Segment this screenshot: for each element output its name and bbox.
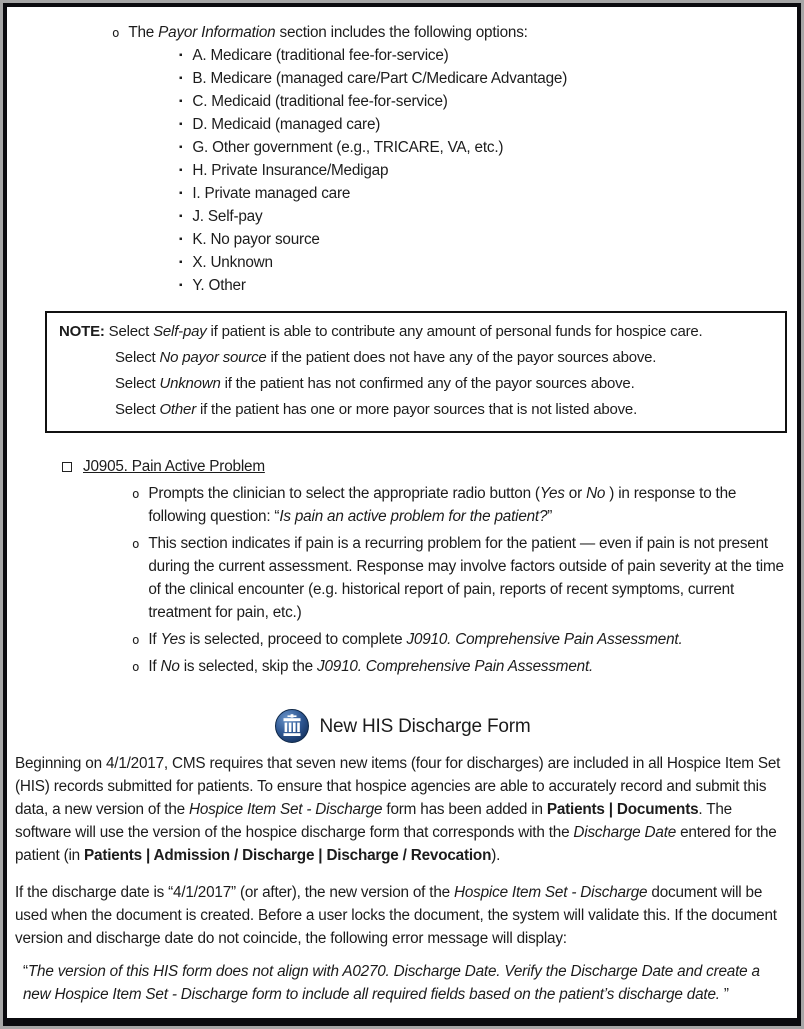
j0905-bullet bbox=[132, 655, 789, 678]
payor-option-label: K. No payor source bbox=[192, 231, 320, 248]
note-line-text: Select Self-pay if patient is able to contribute any amount of personal funds for hospice care. bbox=[108, 323, 703, 340]
bank-building-icon bbox=[274, 708, 310, 744]
circle-bullet-icon: o bbox=[132, 659, 140, 674]
payor-intro-text: The Payor Information section includes the following options: bbox=[128, 24, 528, 41]
payor-intro-bullet bbox=[112, 21, 789, 44]
note-label: NOTE: bbox=[59, 323, 105, 340]
square-bullet-icon: ▪ bbox=[179, 257, 183, 268]
payor-option-item bbox=[179, 44, 789, 67]
payor-option-label: B. Medicare (managed care/Part C/Medicare Advantage) bbox=[192, 70, 568, 87]
square-bullet-icon: ▪ bbox=[179, 50, 183, 61]
payor-option-label: J. Self-pay bbox=[192, 208, 263, 225]
square-bullet-icon: ▪ bbox=[179, 165, 183, 176]
payor-option-item bbox=[179, 182, 789, 205]
square-bullet-icon: ▪ bbox=[179, 119, 183, 130]
j0905-bullet bbox=[132, 482, 789, 528]
document-content bbox=[7, 7, 797, 1006]
square-bullet-icon: ▪ bbox=[179, 188, 183, 199]
j0905-bullet-text: If Yes is selected, proceed to complete J0910. Comprehensive Pain Assessment. bbox=[148, 631, 683, 648]
j0905-bullet-text: This section indicates if pain is a recurring problem for the patient — even if pain is not present during the current assessment. Response may involve factors outside of pain severity at the time of the clinical encounter (e.g. historical report of pain, reports of recent symptoms, current treatment for pain, etc.) bbox=[148, 535, 784, 621]
square-bullet-icon: ▪ bbox=[179, 234, 183, 245]
payor-option-item bbox=[179, 251, 789, 274]
j0905-section bbox=[62, 455, 789, 678]
payor-option-item bbox=[179, 136, 789, 159]
error-message-quote: “The version of this HIS form does not align with A0270. Discharge Date. Verify the Discharge Date and create a new Hospice Item Set - Discharge form to include all required fields based on the patient’s discharge date. ” bbox=[23, 963, 760, 1003]
j0905-heading-row bbox=[62, 455, 789, 478]
payor-option-item bbox=[179, 205, 789, 228]
payor-option-item bbox=[179, 67, 789, 90]
square-bullet-icon: ▪ bbox=[179, 73, 183, 84]
circle-bullet-icon: o bbox=[132, 486, 140, 501]
payor-option-item bbox=[179, 274, 789, 297]
note-box bbox=[45, 311, 787, 433]
j0905-bullet bbox=[132, 628, 789, 651]
discharge-paragraph-2: If the discharge date is “4/1/2017” (or after), the new version of the Hospice Item Set - Discharge document will be used when the document is created. Before a user locks the document, the system will validate this. If the document version and discharge date do not coincide, the following error message will display: bbox=[15, 884, 777, 947]
note-line: Select Unknown if the patient has not confirmed any of the payor sources above. bbox=[115, 375, 635, 392]
payor-option-label: X. Unknown bbox=[192, 254, 273, 271]
square-bullet-icon: ▪ bbox=[179, 96, 183, 107]
square-bullet-icon: ▪ bbox=[179, 280, 183, 291]
j0905-bullet-text: If No is selected, skip the J0910. Comprehensive Pain Assessment. bbox=[148, 658, 594, 675]
checkbox-icon bbox=[62, 462, 72, 472]
j0905-title: J0905. Pain Active Problem bbox=[83, 458, 265, 475]
circle-bullet-icon: o bbox=[112, 25, 120, 40]
payor-option-item bbox=[179, 159, 789, 182]
note-line: Select No payor source if the patient does not have any of the payor sources above. bbox=[115, 349, 657, 366]
payor-option-item bbox=[179, 90, 789, 113]
payor-option-label: Y. Other bbox=[192, 277, 246, 294]
payor-option-item bbox=[179, 113, 789, 136]
payor-option-item bbox=[179, 228, 789, 251]
page-inner-border bbox=[3, 3, 801, 1026]
payor-option-label: D. Medicaid (managed care) bbox=[192, 116, 381, 133]
his-discharge-heading-text: New HIS Discharge Form bbox=[319, 715, 531, 737]
payor-option-label: C. Medicaid (traditional fee-for-service) bbox=[192, 93, 448, 110]
payor-options-list bbox=[179, 44, 789, 297]
payor-option-label: I. Private managed care bbox=[192, 185, 351, 202]
square-bullet-icon: ▪ bbox=[179, 211, 183, 222]
circle-bullet-icon: o bbox=[132, 632, 140, 647]
square-bullet-icon: ▪ bbox=[179, 142, 183, 153]
payor-information-section bbox=[15, 21, 789, 297]
payor-option-label: G. Other government (e.g., TRICARE, VA, etc.) bbox=[192, 139, 504, 156]
note-line bbox=[59, 319, 777, 345]
j0905-bullet bbox=[132, 532, 789, 624]
discharge-paragraph-1: Beginning on 4/1/2017, CMS requires that seven new items (four for discharges) are included in all Hospice Item Set (HIS) records submitted for patients. To ensure that hospice agencies are able to accurately record and submit this data, a new version of the Hospice Item Set - Discharge form has been added in Patients | Documents. The software will use the version of the hospice discharge form that corresponds with the Discharge Date entered for the patient (in Patients | Admission / Discharge | Discharge / Revocation). bbox=[15, 755, 781, 864]
note-line: Select Other if the patient has one or more payor sources that is not listed above. bbox=[115, 401, 638, 418]
circle-bullet-icon: o bbox=[132, 536, 140, 551]
his-discharge-heading bbox=[15, 708, 789, 744]
j0905-bullet-text: Prompts the clinician to select the appropriate radio button (Yes or No ) in response to the following question: “Is pain an active problem for the patient?” bbox=[148, 485, 737, 525]
j0905-bullet-list bbox=[132, 482, 789, 678]
payor-option-label: H. Private Insurance/Medigap bbox=[192, 162, 389, 179]
payor-option-label: A. Medicare (traditional fee-for-service) bbox=[192, 47, 449, 64]
